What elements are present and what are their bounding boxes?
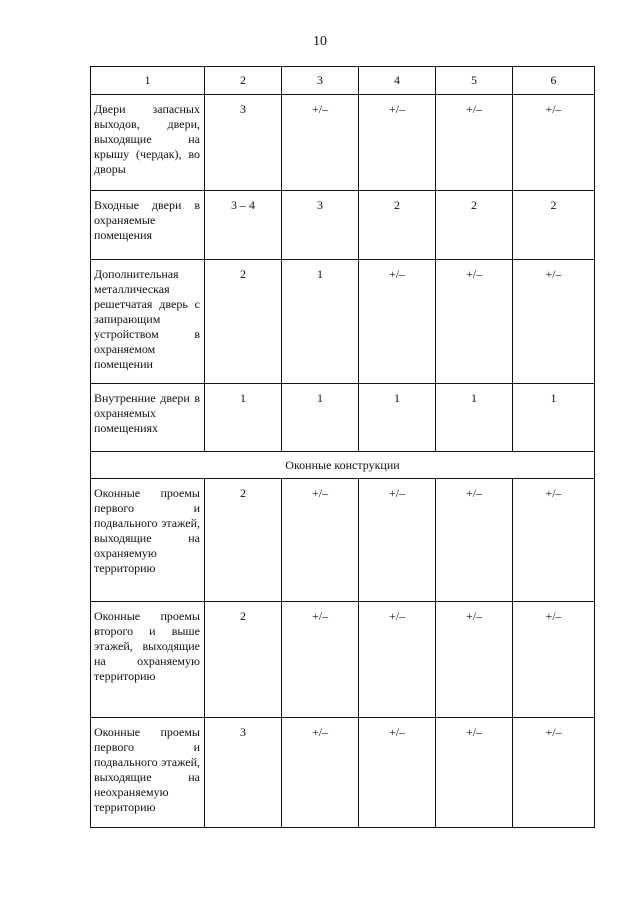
table-cell: +/– xyxy=(282,479,359,602)
table-cell: 1 xyxy=(205,384,282,452)
table-cell: 3 xyxy=(205,718,282,828)
table-cell: +/– xyxy=(436,602,513,718)
table-cell: 2 xyxy=(205,479,282,602)
row-label: Входные двери в охраняемые помещения xyxy=(91,191,205,260)
table-cell: +/– xyxy=(513,260,595,384)
table-cell: 3 xyxy=(205,95,282,191)
table-cell: 1 xyxy=(359,384,436,452)
table-cell: +/– xyxy=(513,602,595,718)
table-cell: +/– xyxy=(436,479,513,602)
table-row xyxy=(91,602,595,718)
table-row xyxy=(91,718,595,828)
table-header-row xyxy=(91,67,595,95)
row-label: Оконные проемы первого и подвального этажей, выходящие на неохраняемую территорию xyxy=(91,718,205,828)
table-cell: +/– xyxy=(359,95,436,191)
row-label: Дополнительная металлическая решетчатая дверь с запирающим устройством в охраняемом помещении xyxy=(91,260,205,384)
row-label: Оконные проемы первого и подвального этажей, выходящие на охраняемую территорию xyxy=(91,479,205,602)
requirements-table xyxy=(90,66,595,828)
table-cell: 2 xyxy=(205,260,282,384)
table-cell: 2 xyxy=(513,191,595,260)
table-cell: +/– xyxy=(436,95,513,191)
section-title: Оконные конструкции xyxy=(91,452,595,479)
column-header: 2 xyxy=(205,67,282,95)
table-cell: 1 xyxy=(282,260,359,384)
table-row xyxy=(91,260,595,384)
column-header: 6 xyxy=(513,67,595,95)
table-cell: +/– xyxy=(436,260,513,384)
table-cell: +/– xyxy=(436,718,513,828)
table-cell: +/– xyxy=(282,95,359,191)
table-cell: +/– xyxy=(359,718,436,828)
table-cell: 1 xyxy=(282,384,359,452)
table-cell: 2 xyxy=(205,602,282,718)
table-cell: +/– xyxy=(282,602,359,718)
column-header: 3 xyxy=(282,67,359,95)
table-cell: 2 xyxy=(436,191,513,260)
table-cell: 1 xyxy=(436,384,513,452)
table-cell: +/– xyxy=(359,602,436,718)
table-cell: +/– xyxy=(359,479,436,602)
column-header: 4 xyxy=(359,67,436,95)
table-row xyxy=(91,384,595,452)
table-cell: +/– xyxy=(513,718,595,828)
row-label: Двери запасных выходов, двери, выходящие на крышу (чердак), во дворы xyxy=(91,95,205,191)
section-heading-row xyxy=(91,452,595,479)
table-row xyxy=(91,479,595,602)
table-cell: 3 – 4 xyxy=(205,191,282,260)
table-cell: 3 xyxy=(282,191,359,260)
table-cell: +/– xyxy=(359,260,436,384)
page-number: 10 xyxy=(313,34,327,49)
row-label: Оконные проемы второго и выше этажей, выходящие на охраняемую территорию xyxy=(91,602,205,718)
table-cell: 2 xyxy=(359,191,436,260)
table-row xyxy=(91,191,595,260)
row-label: Внутренние двери в охраняемых помещениях xyxy=(91,384,205,452)
table-cell: +/– xyxy=(282,718,359,828)
table-row xyxy=(91,95,595,191)
table-cell: +/– xyxy=(513,95,595,191)
table-cell: +/– xyxy=(513,479,595,602)
column-header: 1 xyxy=(91,67,205,95)
table-cell: 1 xyxy=(513,384,595,452)
column-header: 5 xyxy=(436,67,513,95)
